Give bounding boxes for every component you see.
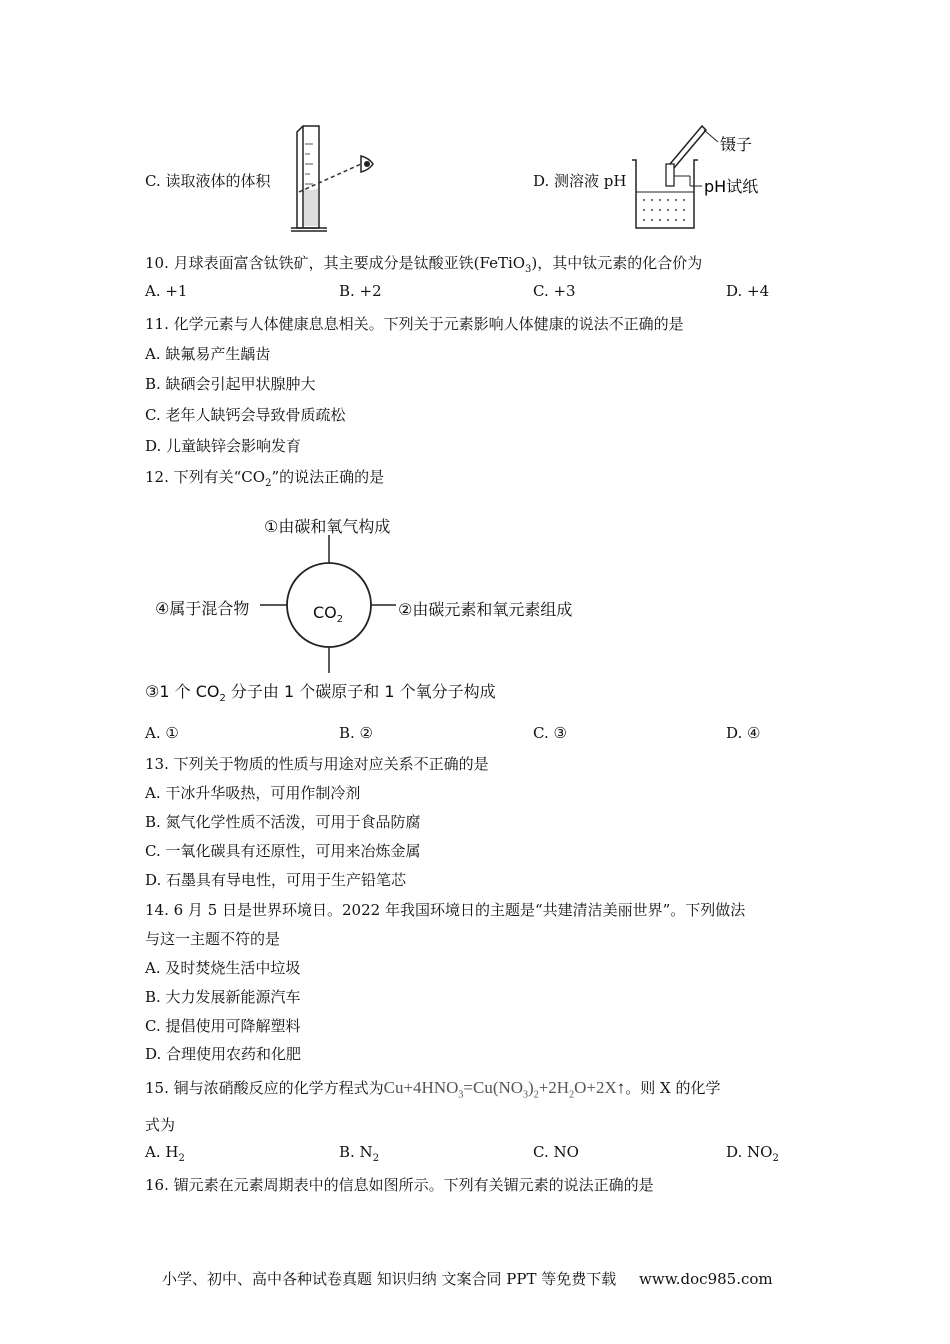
q13-option-a[interactable]: A. 干冰升华吸热，可用作制冷剂	[145, 784, 361, 802]
q10-option-c[interactable]: C. +3	[533, 282, 576, 300]
q11-stem: 11. 化学元素与人体健康息息相关。下列关于元素影响人体健康的说法不正确的是	[145, 315, 684, 333]
page-footer	[162, 1268, 773, 1289]
q12-option-c[interactable]: C. ③	[533, 724, 567, 742]
co2-center-label: $CO_2$	[313, 603, 344, 626]
q15-option-c[interactable]: C. NO	[533, 1143, 579, 1161]
q12-option-a[interactable]: A. ①	[145, 724, 179, 742]
q15-stem: 15. 铜与浓硝酸反应的化学方程式为$Cu+4HNO_3=Cu(NO_3)_2+2H_2O+2X↑$。则 X 的化学	[145, 1078, 721, 1101]
q13-option-c[interactable]: C. 一氧化碳具有还原性，可用来冶炼金属	[145, 842, 421, 860]
q14-option-a[interactable]: A. 及时焚烧生活中垃圾	[145, 959, 301, 977]
q9-option-d-label: D. 测溶液 pH	[533, 172, 627, 190]
co2-statement-4: ④属于混合物	[155, 599, 250, 618]
q9-option-c-label: C. 读取液体的体积	[145, 172, 271, 190]
q11-option-d[interactable]: D. 儿童缺锌会影响发育	[145, 437, 302, 455]
q11-option-c[interactable]: C. 老年人缺钙会导致骨质疏松	[145, 406, 346, 424]
q14-stem-line2: 与这一主题不符的是	[145, 930, 281, 948]
q13-option-d[interactable]: D. 石墨具有导电性，可用于生产铅笔芯	[145, 871, 407, 889]
q10-stem: 10. 月球表面富含钛铁矿，其主要成分是钛酸亚铁(FeTiO$_3$)，其中钛元素的化合价为	[145, 254, 703, 275]
co2-statement-2: ②由碳元素和氧元素组成	[398, 600, 573, 619]
graduated-cylinder-figure	[285, 124, 385, 234]
q15-stem-line2: 式为	[145, 1116, 176, 1134]
q15-equation: $Cu+4HNO_3=Cu(NO_3)_2+2H_2O+2X↑$	[383, 1078, 626, 1101]
q14-stem-line1: 14. 6 月 5 日是世界环境日。2022 年我国环境日的主题是“共建清洁美丽世界”。下列做法	[145, 901, 746, 919]
ph-paper-label: pH试纸	[704, 177, 759, 196]
q14-option-c[interactable]: C. 提倡使用可降解塑料	[145, 1017, 301, 1035]
q14-option-d[interactable]: D. 合理使用农药和化肥	[145, 1045, 302, 1063]
q14-option-b[interactable]: B. 大力发展新能源汽车	[145, 988, 301, 1006]
q16-stem: 16. 镅元素在元素周期表中的信息如图所示。下列有关镅元素的说法正确的是	[145, 1176, 654, 1194]
q13-option-b[interactable]: B. 氮气化学性质不活泼，可用于食品防腐	[145, 813, 421, 831]
q10-option-a[interactable]: A. +1	[145, 282, 188, 300]
q12-option-b[interactable]: B. ②	[339, 724, 374, 742]
co2-statement-1: ①由碳和氧气构成	[264, 517, 391, 536]
q15-option-a[interactable]: A. $H_2$	[145, 1143, 185, 1164]
footer-url[interactable]: www.doc985.com	[639, 1270, 773, 1288]
q12-option-d[interactable]: D. ④	[726, 724, 761, 742]
ph-test-figure	[630, 120, 790, 240]
q11-option-a[interactable]: A. 缺氟易产生龋齿	[145, 345, 271, 363]
q15-option-b[interactable]: B. $N_2$	[339, 1143, 380, 1164]
tweezers-label: 镊子	[720, 135, 753, 154]
q10-option-d[interactable]: D. +4	[726, 282, 770, 300]
q11-option-b[interactable]: B. 缺硒会引起甲状腺肿大	[145, 375, 316, 393]
q15-option-d[interactable]: D. $NO_2$	[726, 1143, 779, 1164]
q13-stem: 13. 下列关于物质的性质与用途对应关系不正确的是	[145, 755, 489, 773]
co2-statement-3: ③1 个 $CO_2$ 分子由 1 个碳原子和 1 个氧分子构成	[145, 682, 496, 705]
footer-text: 小学、初中、高中各种试卷真题 知识归纳 文案合同 PPT 等免费下载	[162, 1270, 617, 1288]
q12-stem: 12. 下列有关“$CO_2$”的说法正确的是	[145, 468, 385, 489]
q10-option-b[interactable]: B. +2	[339, 282, 382, 300]
